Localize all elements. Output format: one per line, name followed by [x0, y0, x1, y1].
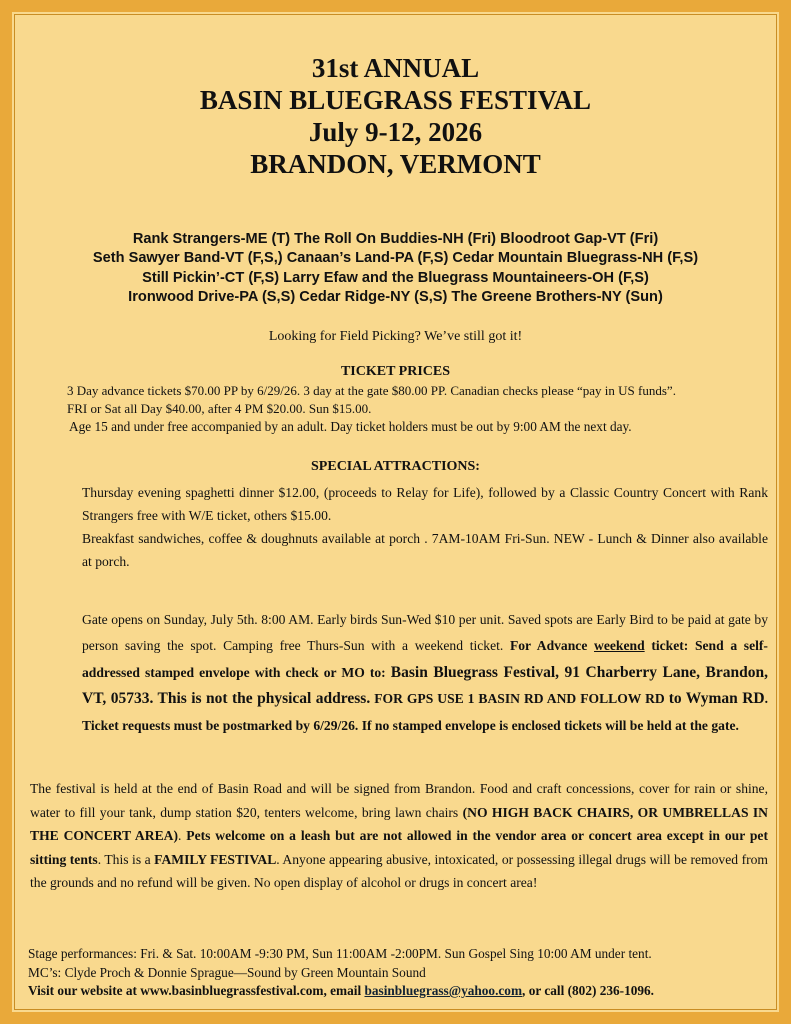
title-festival-name: BASIN BLUEGRASS FESTIVAL: [199, 85, 592, 115]
special-attractions: [82, 481, 768, 573]
conduct-rule: . Anyone appearing abusive, intoxicated, or possessing illegal drugs will be removed from the grounds and no refund will be given. No open display of alcohol or drugs in concert area!: [30, 851, 768, 890]
ticket-line-age: Age 15 and under free accompanied by an adult. Day ticket holders must be out by 9:00 AM the next day.: [69, 419, 632, 434]
special-breakfast: Breakfast sandwiches, coffee & doughnuts available at porch . 7AM-10AM Fri-Sun. NEW - Lunch & Dinner also available at porch.: [82, 531, 768, 569]
gate-text: Gate opens on Sunday, July 5th. 8:00 AM. Early birds Sun-Wed $10 per unit. Saved spots are Early Bird to be paid at gate by person saving the spot. Camping free Thurs-Sun with a weekend ticket.: [82, 612, 768, 654]
band-line: Still Pickin’-CT (F,S) Larry Efaw and the Bluegrass Mountaineers-OH (F,S): [142, 269, 649, 286]
advance-ticket-b: ticket: Send a self-addressed stamped envelope with check or MO to:: [82, 638, 768, 680]
advance-ticket-a: For Advance: [509, 638, 588, 654]
special-attractions-heading: SPECIAL ATTRACTIONS:: [311, 459, 480, 474]
mailing-address: Basin Bluegrass Festival, 91 Charberry Lane, Brandon, VT, 05733. This is not the physical address.: [82, 663, 768, 708]
title-dates: July 9-12, 2026: [308, 117, 483, 147]
ticket-line-day: FRI or Sat all Day $40.00, after 4 PM $20.00. Sun $15.00.: [67, 401, 372, 416]
punctuation: .: [177, 828, 182, 843]
gate-info: [82, 607, 768, 739]
chair-rule: (NO HIGH BACK CHAIRS, OR UMBRELLAS IN THE CONCERT AREA): [30, 804, 768, 843]
postmark-note: . Ticket requests must be postmarked by 6/29/26. If no stamped envelope is enclosed tickets will be held at the gate.: [82, 691, 768, 733]
phone-text: , or call (802) 236-1096.: [522, 983, 655, 998]
title-annual: 31st ANNUAL: [311, 53, 480, 83]
gps-directions: FOR GPS USE 1 BASIN RD AND FOLLOW RD: [374, 691, 665, 707]
field-picking-note: Looking for Field Picking? We’ve still got it!: [268, 329, 523, 344]
ticket-line-advance: 3 Day advance tickets $70.00 PP by 6/29/26. 3 day at the gate $80.00 PP. Canadian checks please “pay in US funds”.: [67, 383, 676, 398]
festival-info: [30, 777, 768, 895]
website-text: Visit our website at www.basinbluegrassfestival.com, email: [28, 983, 362, 998]
stage-times: Stage performances: Fri. & Sat. 10:00AM -9:30 PM, Sun 11:00AM -2:00PM. Sun Gospel Sing 10:00 AM under tent.: [28, 946, 652, 961]
contact-line: [28, 982, 654, 1001]
footer: [28, 945, 654, 1001]
title-location: BRANDON, VERMONT: [250, 149, 541, 179]
gps-wyman-rd: to Wyman RD: [668, 690, 765, 708]
band-line: Rank Strangers-ME (T) The Roll On Buddies-NH (Fri) Bloodroot Gap-VT (Fri): [132, 231, 659, 247]
band-line: Ironwood Drive-PA (S,S) Cedar Ridge-NY (S,S) The Greene Brothers-NY (Sun): [128, 288, 663, 305]
band-line: Seth Sawyer Band-VT (F,S,) Canaan’s Land-PA (F,S) Cedar Mountain Bluegrass-NH (F,S): [92, 250, 699, 267]
family-festival: FAMILY FESTIVAL: [154, 851, 277, 867]
mcs-sound: MC’s: Clyde Proch & Donnie Sprague—Sound by Green Mountain Sound: [28, 964, 426, 980]
pet-rule: Pets welcome on a leash but are not allowed in the vendor area or concert area except in our pet sitting tents: [30, 828, 768, 867]
email-link[interactable]: basinbluegrass@yahoo.com: [364, 983, 523, 998]
festival-title: [12, 52, 779, 180]
ticket-prices: [67, 382, 676, 436]
family-intro: . This is a: [97, 851, 151, 867]
band-lineup: [12, 230, 779, 307]
advance-weekend: weekend: [594, 638, 645, 654]
special-dinner: Thursday evening spaghetti dinner $12.00, (proceeds to Relay for Life), followed by a Classic Country Concert with Rank Strangers free with W/E ticket, others $15.00.: [82, 485, 768, 523]
festival-location: The festival is held at the end of Basin Road and will be signed from Brandon. Food and craft concessions, cover for rain or shine, water to fill your tank, dump station $20, tenters welcome, bring lawn chairs: [30, 781, 768, 820]
ticket-prices-heading: TICKET PRICES: [340, 364, 451, 379]
